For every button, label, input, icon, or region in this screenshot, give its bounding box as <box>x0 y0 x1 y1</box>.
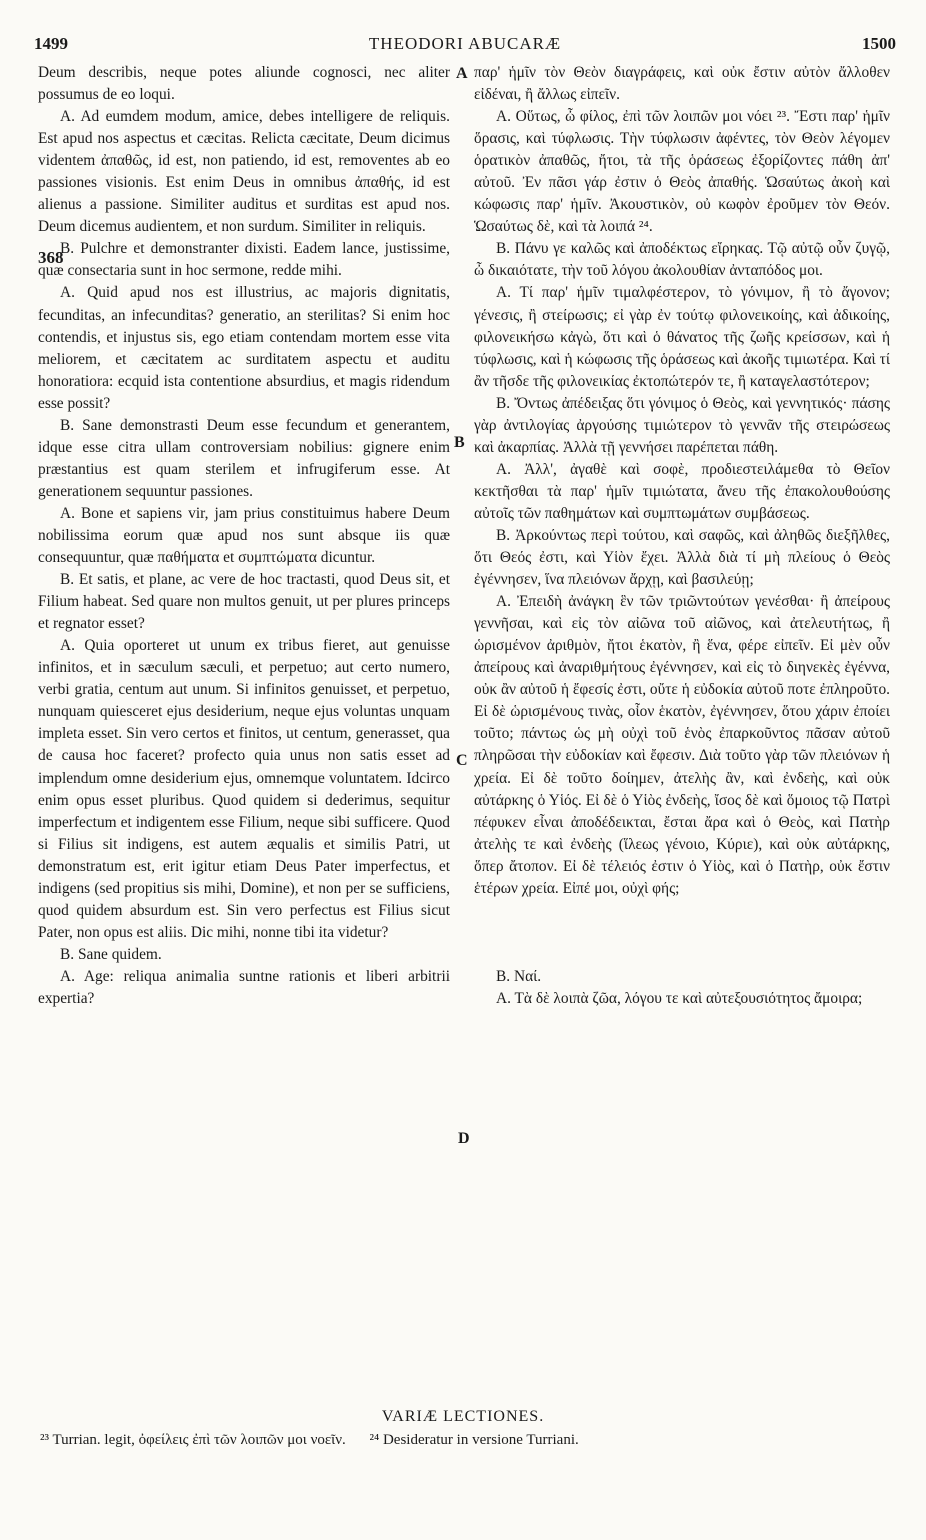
dialogue-paragraph: Β. Ἀρκούντως περὶ τούτου, καὶ σαφῶς, καὶ ἀληθῶς διεξῆλθες, ὅτι Θεός ἐστι, καὶ Υἱὸν ἔχει. Ἀλλὰ διὰ τί μὴ πλείους ὁ Θεὸς ἐγέννησεν, ἵνα πλειόνων ἄρχῃ, καὶ βασιλεύῃ; <box>474 526 890 589</box>
margin-letter-c: C <box>456 752 468 769</box>
dialogue-paragraph: B. Et satis, et plane, ac vere de hoc tractasti, quod Deus sit, et Filium habeat. Sed quare non multos genuit, ut per plures princeps et regnator esset? <box>38 571 450 633</box>
dialogue-paragraph: B. Pulchre et demonstranter dixisti. Eadem lance, justissime, quæ consectaria sunt in hoc sermone, redde mihi. <box>38 240 450 280</box>
dialogue-paragraph: A. Quia oporteret ut unum ex tribus fieret, aut genuisse infinitos, et in sæculum sæculi, et perpetuo; aut certo numero, verbi gratia, centum aut unum. Si infinitos genuisset, et perpetuo, nunquam quiesceret ejus desiderium, neque ejus voluntas unquam impleta esset. Sin vero certos et finitos, ut centum, generasset, qua de causa hoc faceret? profecto quia unus non satis esset ad implendum omne desiderium ejus, omnemque voluntatem. Idcirco enim opus esset pluribus. Quod quidem si dederimus, sequitur imperfectum et indigentem esse Filium, neque sibi sufficere. Quod si Filius sit indigens, est autem æqualis et similis Patri, ut demonstratum est, erit igitur etiam Deus Pater imperfectus, et indigens (sed propitius sis mihi, Domine), et non per se sufficiens, quod quidem absurdum est. Sin vero perfectus est Filius sicut Pater, non opus est aliis. Dic mihi, nonne tibi ita videtur? <box>38 637 450 941</box>
dialogue-paragraph: B. Sane quidem. <box>60 945 162 963</box>
dialogue-paragraph: Α. Ἀλλ', ἀγαθὲ καὶ σοφὲ, προδιεστειλάμεθα τὸ Θεῖον κεκτῆσθαι τὰ παρ' ἡμῖν τιμιώτατα, ἄνευ τῆς ἐπακολουθούσης αὐτοῖς τῶν παθημάτων καὶ συμπτωμάτων συμβάσεως. <box>474 460 890 522</box>
dialogue-paragraph: A. Bone et sapiens vir, jam prius constituimus habere Deum nobilissima eorum quæ apud nos sunt absque iis quæ consequuntur, quæ παθήματα et συμπτώματα dicuntur. <box>38 504 450 567</box>
dialogue-paragraph: A. Ad eumdem modum, amice, debes intelligere de reliquis. Est apud nos aspectus et cæcitas. Relicta cæcitate, Deum dicimus videntem ἀπαθῶς, id est, non patiendo, id est, removentes ab eo passiones visionis. Est enim Deus in omnibus ἀπαθής, id est alienus a passione. Similiter auditus et surditas est apud nos. Deum dicemus audientem, et non surdum. Similiter in reliquis. <box>38 108 450 236</box>
running-title: THEODORI ABUCARÆ <box>368 34 562 53</box>
dialogue-paragraph: Α. Τί παρ' ἡμῖν τιμαλφέστερον, τὸ γόνιμον, ἢ τὸ ἄγονον; γένεσις, ἢ στείρωσις; εἰ γὰρ ἐν τούτῳ φιλονεικοίης, καὶ ἀδικοίης, φιλονεικήσω κἀγὼ, ὅτι καὶ ὁ θάνατος τῆς ζωῆς κρείσσων, καὶ ἡ τύφλωσις, καὶ ἡ κώφωσις τῆς ὁράσεως καὶ ἀκοῆς τιμιωτέρα. Καὶ τί ἂν τῆσδε τῆς φιλονεικίας ἐκτοπώτερόν τε, ἢ καταγελαστότερον; <box>474 284 890 390</box>
page-header <box>34 34 896 58</box>
dialogue-paragraph: A. Quid apud nos est illustrius, ac majoris dignitatis, fecunditas, an infecunditas? generatio, an sterilitas? Si enim hoc contendis, et injustus sis, ego etiam contendam mortem esse vita meliorem, et cæcitatem ac surditatem aspectu et auditu honoratiora: ecquid ista contentione absurdius, et magis ridendum esse possit? <box>38 284 450 412</box>
dialogue-paragraph: Β. Ναί. <box>496 967 542 985</box>
dialogue-paragraph: Α. Τὰ δὲ λοιπὰ ζῶα, λόγου τε καὶ αὐτεξουσιότητος ἄμοιρα; <box>496 989 863 1007</box>
latin-column <box>38 62 450 1010</box>
variant-note: ²⁴ Desideratur in versione Turriani. <box>369 1432 579 1448</box>
margin-letter-b: B <box>454 434 465 451</box>
dialogue-paragraph: Β. Ὄντως ἀπέδειξας ὅτι γόνιμος ὁ Θεὸς, καὶ γεννητικός· πάσης γὰρ ἀντιλογίας ἀργούσης τιμιώτερον τὸ γεννᾶν τῆς στειρώσεως καὶ ἀκαρπίας. Ἀλλὰ τῇ γεννήσει παρέπεται πάθη. <box>474 394 890 456</box>
page-number-right: 1500 <box>862 34 896 53</box>
dialogue-paragraph: Α. Ἐπειδὴ ἀνάγκη ἓν τῶν τριῶντούτων γενέσθαι· ἢ ἀπείρους γεννῆσαι, καὶ εἰς τὸν αἰῶνα τοῦ αἰῶνος, καὶ ἀτελευτήτως, ἢ ὡρισμένον ἀριθμὸν, ἤτοι ἑκατὸν, ἢ ἕνα, φέρε εἰπεῖν. Εἰ μὲν οὖν ἀπείρους καὶ ἀναριθμήτους ἐγέννησεν, καὶ εἰς τὸ διηνεκὲς ἐγέννα, οὐκ ἂν αὐτοῦ ἡ ἔφεσίς ἐστι, οὔτε ἡ εὐδοκία αὐτοῦ ποτε ἐπληροῦτο. Εἰ δὲ ὡρισμένους τινὰς, οἷον ἑκατὸν, ἐγέννησεν, ὅτου χάριν ἐποίει τοῦτο; πάντως ὡς μὴ οὐχὶ τοῦ ἑνὸς ἐπαρκοῦντος πᾶσαν αὐτοῦ πληρῶσαι τὴν εὐδοκίαν καὶ ἔφεσιν. Διὰ τοῦτο γὰρ τῶν πλειόνων ἡ χρεία. Εἰ δὲ τοῦτο δοίημεν, ἀτελὴς ἂν, καὶ ἐνδεὴς, καὶ οὐκ αὐτάρκης ὁ Υἱός. Εἰ δὲ ὁ Υἱὸς ἐνδεὴς, ἴσος δὲ καὶ ὅμοιος τῷ Πατρὶ πέφυκεν εἶναι ἀποδέδεικται, ἔσται ἄρα καὶ ὁ Θεὸς, καὶ Πατὴρ ἀτελὴς τε καὶ ἐνδεὴς (ἵλεως γένοιο, Κύριε), καὶ οὐκ αὐτάρκης, ὅπερ ἄτοπον. Εἰ δὲ τέλειός ἐστιν ὁ Υἱὸς, καὶ ὁ Πατὴρ, οὐκ ἔστιν ἑτέρων χρεία. Εἰπέ μοι, οὐχὶ φής; <box>474 593 890 897</box>
margin-letter-d: D <box>458 1130 470 1147</box>
variant-note: ²³ Turrian. legit, ὀφείλεις ἐπὶ τῶν λοιπῶν μοι νοεῖν. <box>40 1432 346 1448</box>
dialogue-paragraph: Β. Πάνυ γε καλῶς καὶ ἀποδέκτως εἴρηκας. Τῷ αὐτῷ οὖν ζυγῷ, ὦ δικαιότατε, τὴν τοῦ λόγου ἀκολουθίαν ἀνταπόδος μοι. <box>474 240 890 280</box>
variae-lectiones-heading: VARIÆ LECTIONES. <box>381 1408 545 1425</box>
margin-letter-a: A <box>456 65 468 82</box>
dialogue-paragraph: B. Sane demonstrasti Deum esse fecundum et generantem, idque esse citra ullam controversiam nobilius: gignere enim præstantius est quam sterilem et infrugiferum esse. At generationem sequuntur passiones. <box>38 416 450 500</box>
variae-lectiones-notes <box>40 1432 910 1449</box>
column-gap <box>474 900 890 966</box>
column-number: 368 <box>38 248 64 267</box>
continued-paragraph: Deum describis, neque potes aliunde cognosci, nec aliter possumus de eo loqui. <box>38 64 450 104</box>
dialogue-paragraph: A. Age: reliqua animalia suntne rationis et liberi arbitrii expertia? <box>38 967 450 1007</box>
page-number-left: 1499 <box>34 34 68 53</box>
continued-paragraph: παρ' ἡμῖν τὸν Θεὸν διαγράφεις, καὶ οὐκ ἔστιν αὐτὸν ἄλλοθεν εἰδέναι, ἢ ἄλλως εἰπεῖν. <box>474 64 890 104</box>
dialogue-paragraph: Α. Οὕτως, ὦ φίλος, ἐπὶ τῶν λοιπῶν μοι νόει ²³. Ἔστι παρ' ἡμῖν ὅρασις, καὶ τύφλωσις. Τὴν τύφλωσιν ἀφέντες, τὸν Θεὸν λέγομεν ὁρατικὸν ἀπαθῶς, ἤτοι, τὰ τῆς ὁράσεως ἐξορίζοντες πάθη ἀπ' αὐτοῦ. Ἐν πᾶσι γάρ ἐστιν ὁ Θεὸς ἀπαθής. Ὡσαύτως ἀκοὴ καὶ κώφωσις παρ' ἡμῖν. Ἀκουστικὸν, οὐ κωφὸν ἐροῦμεν τὸν Θεόν. Ὡσαύτως δὲ, καὶ τὰ λοιπά ²⁴. <box>474 108 890 236</box>
greek-column <box>474 62 890 1010</box>
